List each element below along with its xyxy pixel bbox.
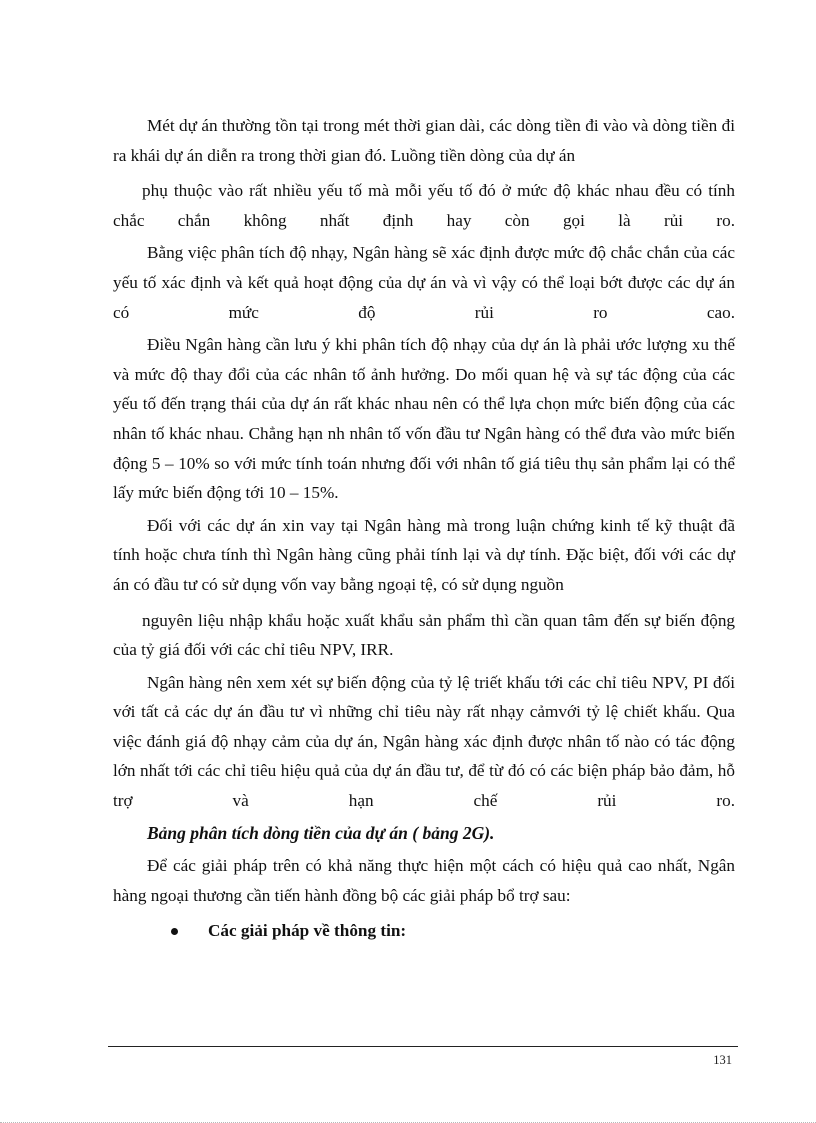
paragraph-line: đối với các dự án có đầu tư có sử dụng vốn vay bằng ngoại tệ, có sử dụng nguồn [113,545,736,594]
paragraph-2 [113,176,735,235]
paragraph-line: động của các yếu tố đến trạng thái của dự án rất khác nhau nên có thể lựa chọn [113,364,735,414]
page-number: 131 [713,1053,732,1067]
paragraph-line: Bằng việc phân tích độ nhạy, Ngân hàng sẽ xác định được mức độ chắc chắn [147,243,680,263]
paragraph-line: Điều Ngân hàng cần lưu ý khi phân tích độ nhạy của dự án là phải ước lượng [147,335,688,355]
table-heading: Bảng phân tích dòng tiền của dự án ( bảng 2G). [147,822,495,843]
paragraph-line: Ngân hàng ngoại thương cần tiến hành đồng bộ các giải pháp bổ trợ sau: [113,856,736,905]
paragraph-line: với nhân tố giá tiêu thụ sản phẩm lại có thể lấy mức biến động tới 10 – 15%. [113,453,735,503]
paragraph-line: xu thế và mức độ thay đổi của các nhân tố ảnh hưởng. Do mối quan hệ và sự tác [113,335,735,384]
paragraph-line: được các dự án có mức độ rủi ro cao. [113,272,736,322]
paragraph-line: mức biến động của các nhân tố khác nhau. Chẳng hạn nh nhân tố vốn đầu tư [113,394,735,443]
paragraph-4 [113,330,735,508]
paragraph-line: chiết khấu. Qua việc đánh giá độ nhạy cảm của dự án, Ngân hàng xác định được [113,702,736,751]
paragraph-line: Mét dự án thường tồn tại trong mét thời gian dài, các dòng tiền đi vào và [147,116,649,135]
paragraph-line: Ngân hàng có thể đưa vào mức biến động 5 – 10% so với mức tính toán nhưng đối [113,423,736,473]
paragraph-line: tính chắc chắn không nhất định hay còn gọi là rủi ro. [113,181,735,230]
paragraph-1 [113,111,735,170]
paragraph-line: Ngân hàng nên xem xét sự biến động của tỷ lệ triết khấu tới các chỉ tiêu [147,672,648,692]
paragraph-line: NPV, PI đối với tất cả các dự án đầu tư vì những chỉ tiêu này rất nhạy cảmvới tỷ lệ [113,672,735,722]
paragraph-line: của các yếu tố xác định và kết quả hoạt động của dự án và vì vậy có thể loại bớt [113,243,735,292]
paragraph-line: phụ thuộc vào rất nhiều yếu tố mà mỗi yếu tố đó ở mức độ khác nhau đều có [142,181,703,201]
paragraph-line: Để các giải pháp trên có khả năng thực hiện một cách có hiệu quả cao nhất, [147,856,692,876]
paragraph-7 [113,668,735,816]
paragraph-line: đó có các biện pháp bảo đảm, hỗ trợ và hạn chế rủi ro. [113,761,735,811]
paragraph-line: thuật đã tính hoặc chưa tính thì Ngân hàng cũng phải tính lại và dự tính. Đặc biệt, [113,515,735,565]
paragraph-line: Đối với các dự án xin vay tại Ngân hàng mà trong luận chứng kinh tế kỹ [147,515,673,535]
bullet-icon [171,928,178,935]
paragraph-3 [113,238,735,327]
footer-divider [108,1046,738,1047]
paragraph-line: nguyên liệu nhập khẩu hoặc xuất khẩu sản phẩm thì cần quan tâm đến sự biến [142,610,696,630]
bullet-item [113,916,735,946]
paragraph-8 [113,851,735,910]
paragraph-line: nhân tố nào có tác động lớn nhất tới các chỉ tiêu hiệu quả của dự án đầu tư, để từ [113,731,735,781]
paragraph-line: động của tỷ giá đối với các chỉ tiêu NPV, IRR. [113,610,736,660]
body-text [113,111,735,946]
paragraph-6 [113,606,735,665]
bullet-text: Các giải pháp về thông tin: [208,921,407,941]
paragraph-line: dòng tiền đi ra khái dự án diễn ra trong thời gian đó. Luồng tiền dòng của dự án [113,116,735,165]
paragraph-5 [113,511,735,600]
